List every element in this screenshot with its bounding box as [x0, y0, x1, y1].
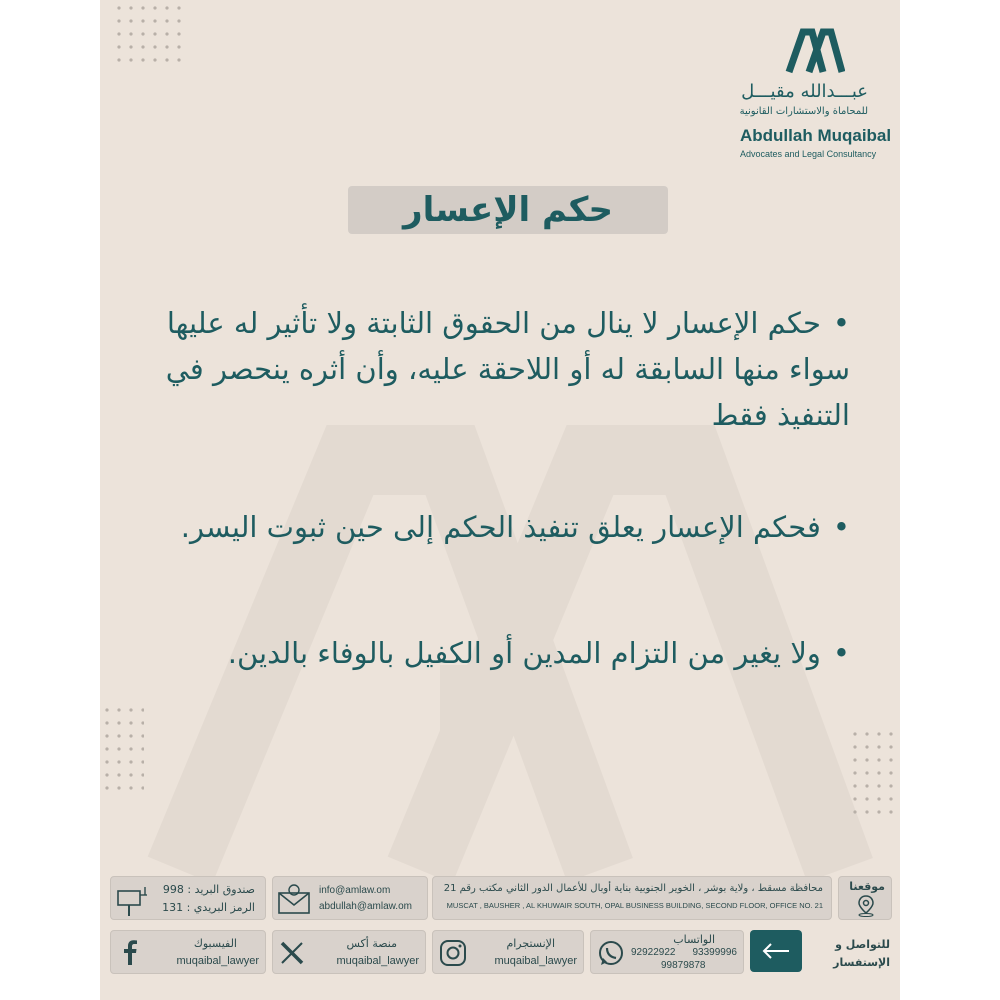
- mailbox-icon: [115, 881, 149, 917]
- dot-grid-top-left: [116, 4, 182, 64]
- facebook-icon: [121, 940, 139, 966]
- x-handle[interactable]: muqaibal_lawyer: [336, 955, 419, 967]
- x-card[interactable]: [272, 930, 426, 974]
- contact-footer: [100, 870, 900, 1000]
- dot-grid-left: [104, 706, 144, 802]
- email-icon: [277, 883, 311, 915]
- email-2[interactable]: abdullah@amlaw.om: [319, 901, 412, 912]
- firm-monogram-icon: [785, 26, 845, 74]
- bullet-item-1: • حكم الإعسار لا ينال من الحقوق الثابتة ولا تأثير له عليها سواء منها السابقة له أو اللاحقة عليه، وأن أثره ينحصر في التنفيذ فقط: [130, 300, 850, 438]
- whatsapp-number-2[interactable]: 93399996: [692, 947, 737, 958]
- facebook-card[interactable]: [110, 930, 266, 974]
- whatsapp-icon: [597, 939, 625, 967]
- firm-subtitle-arabic: للمحاماة والاستشارات القانونية: [739, 106, 868, 117]
- email-1[interactable]: info@amlaw.om: [319, 885, 391, 896]
- instagram-handle[interactable]: muqaibal_lawyer: [494, 955, 577, 967]
- facebook-label: الفيسبوك: [193, 937, 237, 950]
- po-box: صندوق البريد : 998: [162, 883, 255, 896]
- contact-arrow-button[interactable]: [750, 930, 802, 972]
- x-logo-icon: [279, 940, 305, 966]
- whatsapp-number-1[interactable]: 92922922: [631, 947, 676, 958]
- page-title: حكم الإعسار: [403, 190, 613, 230]
- address-english: MUSCAT , BAUSHER , AL KHUWAIR SOUTH, OPAL BUSINESS BUILDING, SECOND FLOOR, OFFICE NO. 21: [446, 901, 823, 910]
- instagram-card[interactable]: [432, 930, 584, 974]
- postal-code: الرمز البريدي : 131: [162, 901, 255, 914]
- address-card: [432, 876, 832, 920]
- firm-subtitle-english: Advocates and Legal Consultancy: [740, 149, 877, 159]
- instagram-label: الإنستجرام: [506, 937, 555, 950]
- dot-grid-right: [852, 730, 896, 826]
- whatsapp-card[interactable]: [590, 930, 744, 974]
- arrow-left-icon: [762, 943, 790, 959]
- instagram-icon: [439, 939, 467, 967]
- email-card: [272, 876, 428, 920]
- facebook-handle[interactable]: muqaibal_lawyer: [176, 955, 259, 967]
- location-card: [838, 876, 892, 920]
- bullet-item-2: • فحكم الإعسار يعلق تنفيذ الحكم إلى حين ثبوت اليسر.: [130, 504, 850, 550]
- x-label: منصة أكس: [346, 937, 397, 950]
- contact-label-card: [833, 930, 892, 974]
- map-pin-icon: [856, 895, 876, 917]
- location-label: موقعنا: [849, 880, 885, 893]
- contact-label-line-1: للتواصل و: [835, 938, 890, 951]
- firm-name-arabic: عبـــدالله مقيـــل: [741, 81, 868, 102]
- poster: [100, 0, 900, 1000]
- firm-name-english: Abdullah Muqaibal: [740, 126, 892, 145]
- whatsapp-label: الواتساب: [673, 933, 715, 946]
- bullet-item-3: • ولا يغير من التزام المدين أو الكفيل بالوفاء بالدين.: [130, 630, 850, 676]
- po-box-card: [110, 876, 266, 920]
- address-arabic: محافظة مسقط ، ولاية بوشر ، الخوير الجنوبية بناية أوبال للأعمال الدور الثاني مكتب رقم 21: [443, 883, 823, 894]
- contact-label-line-2: الإستفسار: [833, 956, 890, 969]
- whatsapp-number-3[interactable]: 99879878: [661, 960, 706, 971]
- page-title-box: [348, 186, 668, 234]
